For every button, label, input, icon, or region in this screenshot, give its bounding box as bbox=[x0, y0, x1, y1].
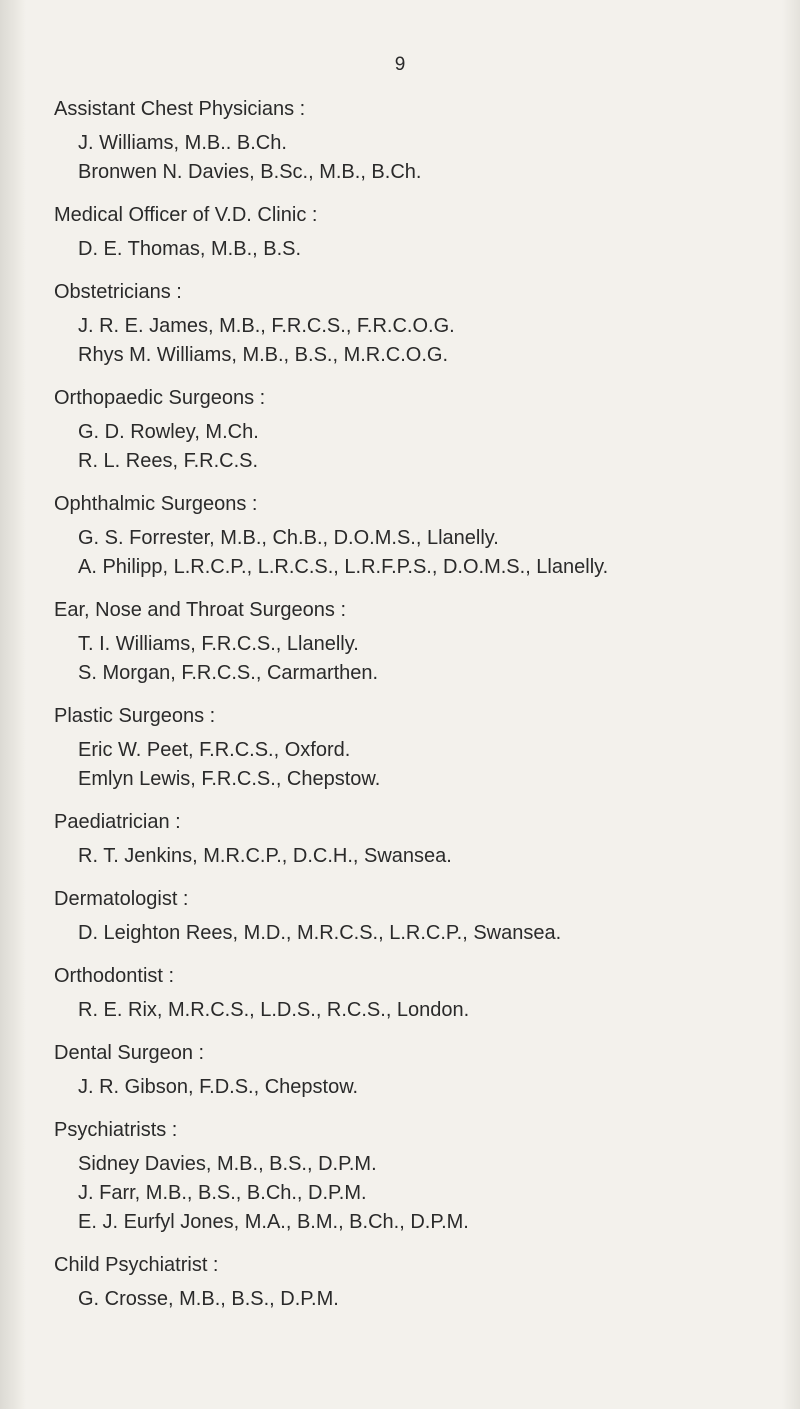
section-dermatologist bbox=[54, 885, 794, 948]
staff-entry: S. Morgan, F.R.C.S., Carmarthen. bbox=[78, 662, 379, 684]
page-number: 9 bbox=[394, 54, 406, 75]
section-obstetricians bbox=[54, 278, 794, 370]
staff-entry: Eric W. Peet, F.R.C.S., Oxford. bbox=[78, 739, 351, 761]
section-paediatrician bbox=[54, 808, 794, 871]
entry-list bbox=[54, 524, 794, 582]
staff-entry: T. I. Williams, F.R.C.S., Llanelly. bbox=[78, 633, 359, 655]
staff-entry: J. R. E. James, M.B., F.R.C.S., F.R.C.O.G. bbox=[78, 315, 455, 337]
staff-entry: D. Leighton Rees, M.D., M.R.C.S., L.R.C.P., Swansea. bbox=[78, 922, 562, 944]
staff-entry: J. Williams, M.B.. B.Ch. bbox=[78, 132, 287, 154]
staff-entry: R. T. Jenkins, M.R.C.P., D.C.H., Swansea. bbox=[78, 845, 452, 867]
section-ophthalmic-surgeons bbox=[54, 490, 794, 582]
entry-list bbox=[54, 630, 794, 688]
entry-list bbox=[54, 736, 794, 794]
section-heading: Obstetricians : bbox=[54, 281, 182, 303]
section-heading: Ophthalmic Surgeons : bbox=[54, 493, 258, 515]
staff-entry: Sidney Davies, M.B., B.S., D.P.M. bbox=[78, 1153, 377, 1175]
section-dental-surgeon bbox=[54, 1039, 794, 1102]
section-heading: Orthodontist : bbox=[54, 965, 175, 987]
entry-list bbox=[54, 996, 794, 1025]
staff-entry: J. R. Gibson, F.D.S., Chepstow. bbox=[78, 1076, 359, 1098]
scan-shadow-left bbox=[0, 0, 26, 1409]
entry-list bbox=[54, 919, 794, 948]
entry-list bbox=[54, 1150, 794, 1237]
staff-entry: R. E. Rix, M.R.C.S., L.D.S., R.C.S., London. bbox=[78, 999, 470, 1021]
staff-entry: G. D. Rowley, M.Ch. bbox=[78, 421, 259, 443]
staff-entry: G. S. Forrester, M.B., Ch.B., D.O.M.S., Llanelly. bbox=[78, 527, 499, 549]
staff-entry: E. J. Eurfyl Jones, M.A., B.M., B.Ch., D.P.M. bbox=[78, 1211, 469, 1233]
section-psychiatrists bbox=[54, 1116, 794, 1237]
staff-entry: R. L. Rees, F.R.C.S. bbox=[78, 450, 259, 472]
entry-list bbox=[54, 842, 794, 871]
section-child-psychiatrist bbox=[54, 1251, 794, 1314]
section-heading: Plastic Surgeons : bbox=[54, 705, 216, 727]
section-orthodontist bbox=[54, 962, 794, 1025]
section-ent-surgeons bbox=[54, 596, 794, 688]
staff-entry: D. E. Thomas, M.B., B.S. bbox=[78, 238, 302, 260]
section-heading: Ear, Nose and Throat Surgeons : bbox=[54, 599, 347, 621]
section-heading: Medical Officer of V.D. Clinic : bbox=[54, 204, 318, 226]
section-assistant-chest-physicians bbox=[54, 95, 794, 187]
section-heading: Assistant Chest Physicians : bbox=[54, 98, 306, 120]
section-orthopaedic-surgeons bbox=[54, 384, 794, 476]
staff-entry: J. Farr, M.B., B.S., B.Ch., D.P.M. bbox=[78, 1182, 367, 1204]
section-heading: Paediatrician : bbox=[54, 811, 181, 833]
section-heading: Psychiatrists : bbox=[54, 1119, 178, 1141]
staff-list bbox=[54, 95, 794, 1328]
staff-entry: Bronwen N. Davies, B.Sc., M.B., B.Ch. bbox=[78, 161, 422, 183]
section-plastic-surgeons bbox=[54, 702, 794, 794]
section-heading: Dermatologist : bbox=[54, 888, 189, 910]
staff-entry: A. Philipp, L.R.C.P., L.R.C.S., L.R.F.P.S., D.O.M.S., Llanelly. bbox=[78, 556, 609, 578]
section-medical-officer-vd-clinic bbox=[54, 201, 794, 264]
entry-list bbox=[54, 1073, 794, 1102]
section-heading: Orthopaedic Surgeons : bbox=[54, 387, 266, 409]
entry-list bbox=[54, 129, 794, 187]
section-heading: Child Psychiatrist : bbox=[54, 1254, 219, 1276]
section-heading: Dental Surgeon : bbox=[54, 1042, 205, 1064]
staff-entry: Emlyn Lewis, F.R.C.S., Chepstow. bbox=[78, 768, 381, 790]
entry-list bbox=[54, 312, 794, 370]
entry-list bbox=[54, 235, 794, 264]
entry-list bbox=[54, 418, 794, 476]
entry-list bbox=[54, 1285, 794, 1314]
staff-entry: Rhys M. Williams, M.B., B.S., M.R.C.O.G. bbox=[78, 344, 449, 366]
staff-entry: G. Crosse, M.B., B.S., D.P.M. bbox=[78, 1288, 339, 1310]
